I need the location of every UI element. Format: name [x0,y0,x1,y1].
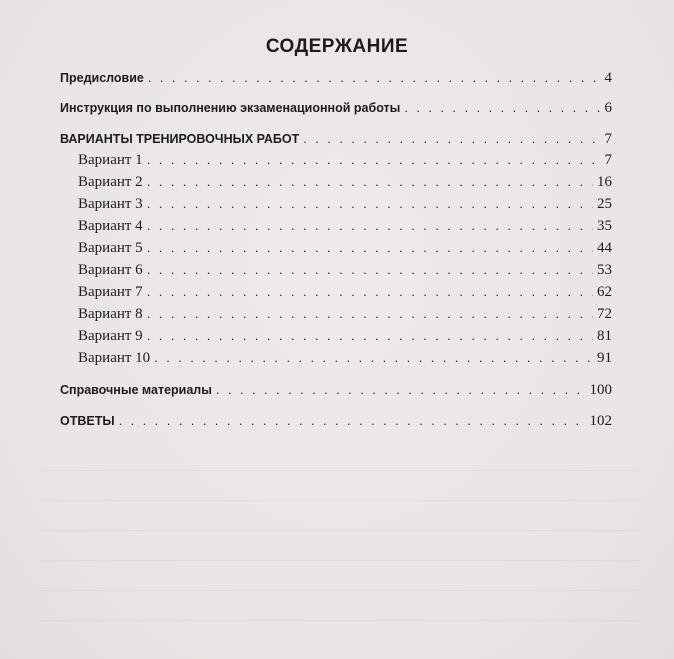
toc-leader-dots [147,196,593,211]
toc-entry-variant [78,196,612,216]
toc-entry-page: 53 [597,262,612,278]
toc-leader-dots [147,174,593,189]
page-title: СОДЕРЖАНИЕ [265,36,409,57]
toc-entry-answers [60,413,612,433]
toc-entry-page: 44 [597,240,612,256]
toc-leader-dots [147,284,593,299]
toc-entry-page: 102 [589,413,612,429]
toc-entry-label: Вариант 4 [78,218,143,234]
toc-leader-dots [147,306,593,321]
toc-entry-variant [78,328,612,348]
toc-entry-page: 25 [597,196,612,212]
toc-leader-dots [147,262,593,277]
toc-entry-variant [78,350,612,370]
toc-entry-variant [78,174,612,194]
toc-entry-variant [78,240,612,260]
toc-entry-page: 91 [597,350,612,366]
toc-entry-label: Инструкция по выполнению экзаменационной работы [60,101,401,115]
toc-entry-label: Вариант 3 [78,196,143,212]
toc-entry-page: 62 [597,284,612,300]
toc-leader-dots [147,218,593,233]
toc-leader-dots [147,152,601,167]
toc-entry-page: 35 [597,218,612,234]
toc-entry-label: Вариант 2 [78,174,143,190]
toc-entry-page: 6 [604,100,612,116]
toc-entry-instructions [60,100,612,120]
toc-entry-label: Предисловие [60,71,144,85]
toc-entry-preface [60,70,612,90]
toc-entry-label: Вариант 6 [78,262,143,278]
toc-leader-dots [147,328,593,343]
toc-entry-label: ОТВЕТЫ [60,414,115,428]
toc-entry-label: Вариант 5 [78,240,143,256]
toc-entry-page: 100 [589,382,612,398]
toc-entry-variant [78,306,612,326]
toc-entry-page: 16 [597,174,612,190]
toc-entry-page: 4 [604,70,612,86]
toc-entry-label: Вариант 8 [78,306,143,322]
toc-entry-page: 81 [597,328,612,344]
toc-leader-dots [216,382,586,397]
toc-entry-label: Вариант 1 [78,152,143,168]
toc-leader-dots [303,131,600,146]
toc-entry-variants-section [60,131,612,151]
toc-entry-page: 72 [597,306,612,322]
toc-entry-label: Вариант 9 [78,328,143,344]
toc-entry-label: ВАРИАНТЫ ТРЕНИРОВОЧНЫХ РАБОТ [60,132,300,146]
toc-entry-variant [78,262,612,282]
toc-entry-page: 7 [604,131,612,147]
toc-entry-variant [78,284,612,304]
toc-entry-label: Вариант 7 [78,284,143,300]
toc-entry-label: Вариант 10 [78,350,151,366]
toc-entry-variant [78,152,612,172]
toc-leader-dots [119,413,586,428]
toc-leader-dots [154,350,593,365]
toc-entry-reference [60,382,612,402]
toc-entry-page: 7 [604,152,612,168]
toc-leader-dots [404,100,600,115]
toc-leader-dots [148,70,601,85]
toc-leader-dots [147,240,593,255]
toc-entry-variant [78,218,612,238]
toc-entry-label: Справочные материалы [60,383,212,397]
